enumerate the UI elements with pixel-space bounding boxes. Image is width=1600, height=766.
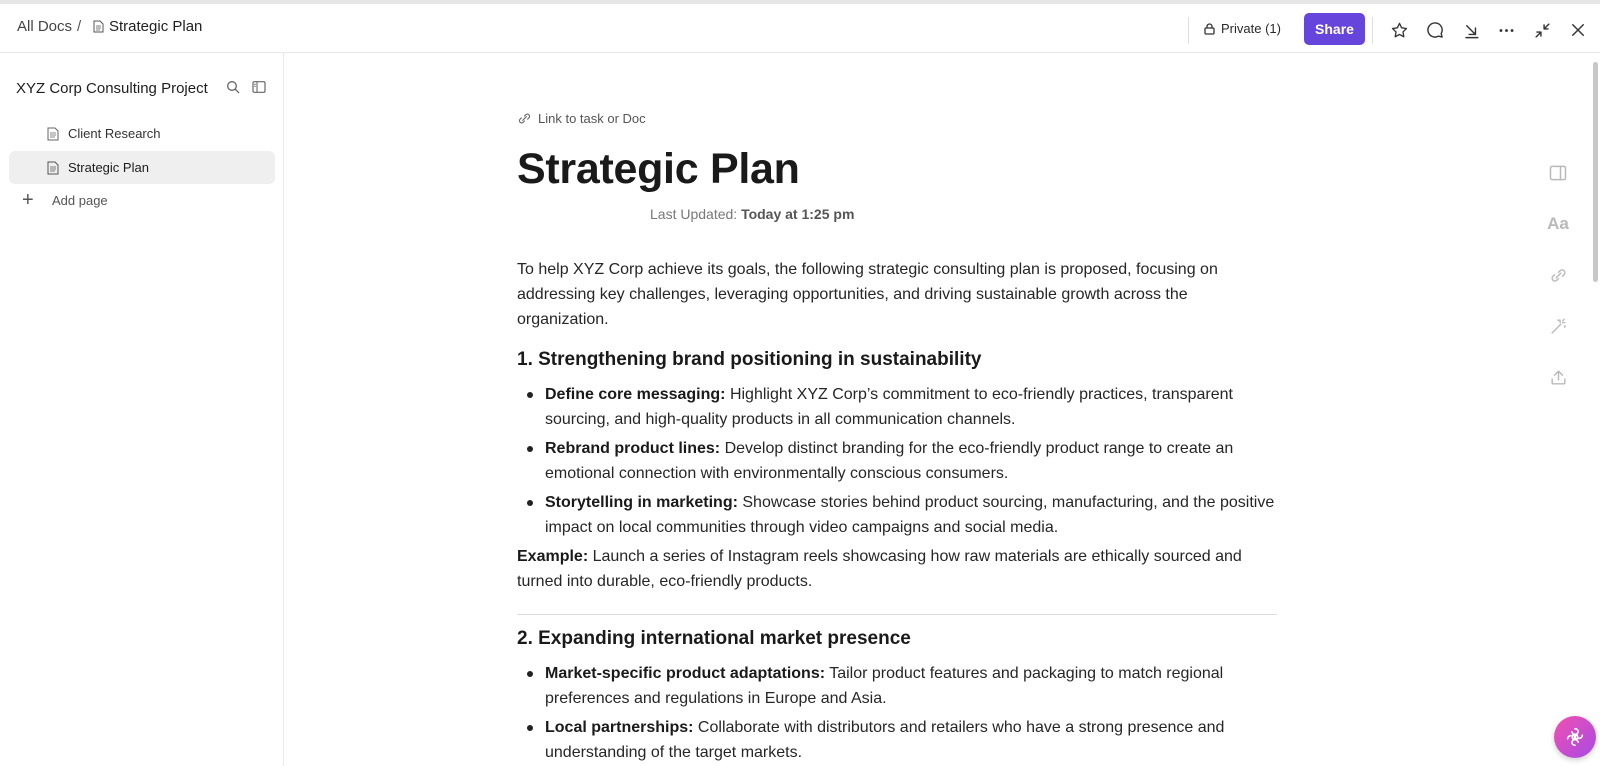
- example-paragraph[interactable]: [517, 544, 1277, 594]
- add-page-button[interactable]: [22, 189, 108, 212]
- list-item[interactable]: [517, 490, 1277, 540]
- list-item[interactable]: [517, 715, 1277, 765]
- breadcrumb-current[interactable]: [93, 18, 202, 35]
- private-button[interactable]: [1204, 21, 1281, 36]
- document-icon: [47, 161, 59, 175]
- bullet-text: Highlight XYZ Corp’s commitment to eco-friendly practices, transparent sourcing, and high-quality products in all communication channels.: [545, 386, 1233, 428]
- comment-icon[interactable]: [1423, 18, 1447, 42]
- breadcrumb-current-label: Strategic Plan: [109, 18, 203, 35]
- sidebar-item-strategic-plan[interactable]: [9, 151, 275, 184]
- example-text: Launch a series of Instagram reels showcasing how raw materials are ethically sourced and turned into durable, eco-friendly products.: [517, 548, 1242, 590]
- divider: [1188, 17, 1189, 44]
- magic-wand-icon[interactable]: [1546, 314, 1570, 338]
- sidebar-title[interactable]: XYZ Corp Consulting Project: [16, 80, 208, 97]
- link-to-task-button[interactable]: [517, 111, 646, 126]
- sidebar: [0, 53, 284, 766]
- share-button[interactable]: Share: [1304, 13, 1365, 45]
- intro-paragraph[interactable]: To help XYZ Corp achieve its goals, the following strategic consulting plan is proposed, focusing on addressing key challenges, leveraging opportunities, and driving sustainable growth across the organization.: [517, 261, 1218, 328]
- bullet-bold: Storytelling in marketing:: [545, 494, 738, 511]
- last-updated-label: Last Updated:: [650, 206, 738, 222]
- top-bar: [0, 0, 1600, 53]
- close-icon[interactable]: [1566, 18, 1590, 42]
- ai-assistant-button[interactable]: [1554, 716, 1596, 758]
- sidebar-item-client-research[interactable]: [9, 117, 275, 150]
- plus-icon: +: [22, 189, 34, 211]
- last-updated: [650, 206, 854, 222]
- list-item[interactable]: [517, 382, 1277, 432]
- star-icon[interactable]: [1387, 18, 1411, 42]
- breadcrumb-separator: /: [77, 18, 82, 35]
- add-page-label: Add page: [52, 193, 108, 208]
- search-icon[interactable]: [223, 77, 243, 97]
- bullet-text: Collaborate with distributors and retailers who have a strong presence and understanding of the target markets.: [545, 719, 1225, 761]
- collapse-icon[interactable]: [1530, 18, 1554, 42]
- bullet-bold: Rebrand product lines:: [545, 440, 721, 457]
- link-to-task-label: Link to task or Doc: [538, 111, 646, 126]
- document-icon: [47, 127, 59, 141]
- bullet-text: Showcase stories behind product sourcing, manufacturing, and the positive impact on local communities through video campaigns and social media.: [545, 494, 1275, 536]
- breadcrumb-all-docs[interactable]: All Docs: [17, 18, 73, 35]
- divider: [1372, 17, 1373, 44]
- list-item[interactable]: [517, 436, 1277, 486]
- arrow-down-right-icon[interactable]: [1459, 18, 1483, 42]
- bullet-bold: Local partnerships:: [545, 719, 694, 736]
- more-icon[interactable]: [1494, 18, 1518, 42]
- section-heading[interactable]: 2. Expanding international market presence: [517, 628, 911, 649]
- scrollbar[interactable]: [1593, 62, 1598, 282]
- link-icon: [517, 111, 532, 126]
- font-size-icon[interactable]: Aa: [1547, 214, 1569, 233]
- link-icon[interactable]: [1546, 263, 1570, 287]
- list-item[interactable]: [517, 661, 1277, 711]
- bullet-text: Develop distinct branding for the eco-friendly product range to create an emotional connection with environmentally conscious consumers.: [545, 440, 1234, 482]
- page-title[interactable]: Strategic Plan: [517, 145, 800, 193]
- lock-icon: [1204, 23, 1215, 35]
- panel-icon[interactable]: [1546, 161, 1570, 185]
- private-label: Private (1): [1221, 21, 1281, 36]
- section-heading[interactable]: 1. Strengthening brand positioning in sustainability: [517, 349, 982, 370]
- sidebar-toggle-icon[interactable]: [249, 77, 269, 97]
- ai-assistant-icon: [1564, 726, 1586, 748]
- sidebar-item-label: Strategic Plan: [68, 160, 149, 175]
- last-updated-value: Today at 1:25 pm: [741, 206, 855, 222]
- example-bold: Example:: [517, 548, 589, 565]
- divider: [517, 614, 1277, 615]
- bullet-bold: Market-specific product adaptations:: [545, 665, 826, 682]
- bullet-bold: Define core messaging:: [545, 386, 726, 403]
- sidebar-item-label: Client Research: [68, 126, 161, 141]
- upload-icon[interactable]: [1546, 365, 1570, 389]
- bullet-text: Tailor product features and packaging to match regional preferences and regulations in Europe and Asia.: [545, 665, 1224, 707]
- document-icon: [93, 20, 104, 33]
